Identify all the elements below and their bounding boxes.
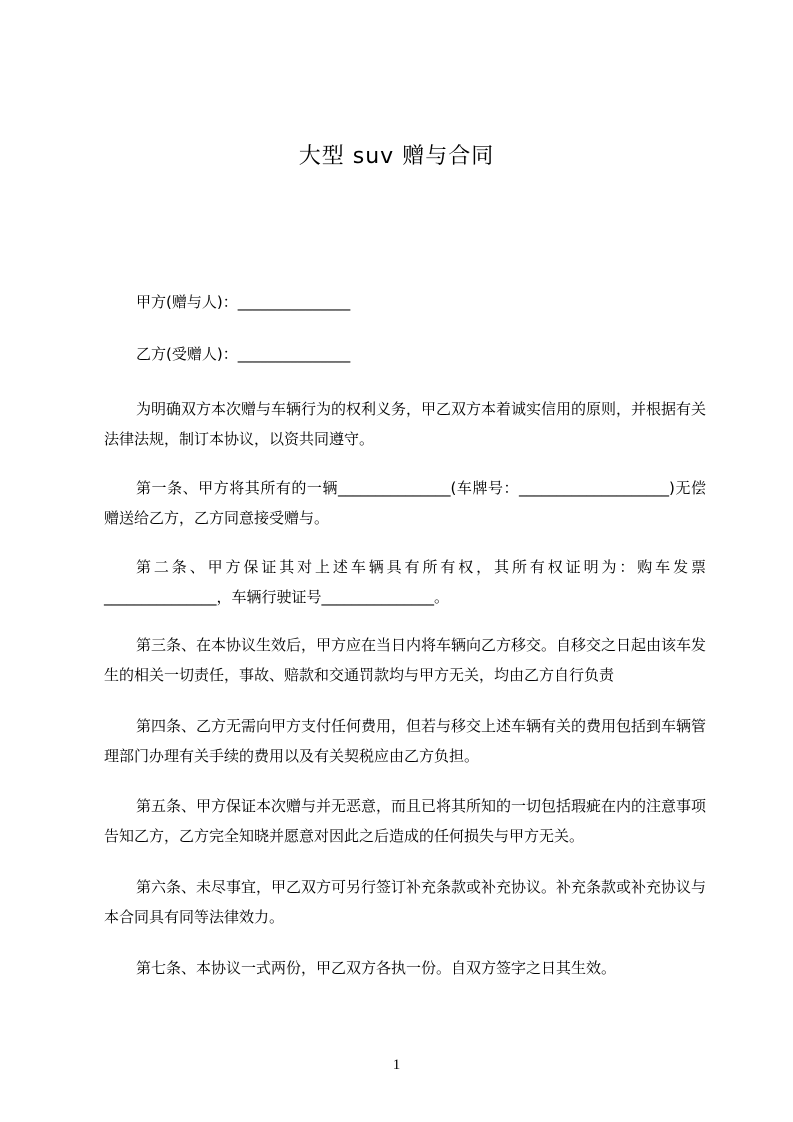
article-7: 第七条、本协议一式两份，甲乙双方各执一份。自双方签字之日其生效。: [136, 959, 617, 977]
party-b-line: 乙方(受赠人)：_______________: [136, 345, 351, 363]
document-title: 大型 suv 赠与合同: [298, 144, 495, 169]
article-4: 第四条、乙方无需向甲方支付任何费用，但若与移交上述车辆有关的费用包括到车辆管理部门办理有关手续的费用以及有关契税应由乙方负担。: [104, 717, 707, 765]
preamble-paragraph: 为明确双方本次赠与车辆行为的权利义务，甲乙双方本着诚实信用的原则，并根据有关法律法规，制订本协议，以资共同遵守。: [104, 400, 707, 448]
party-a-line: 甲方(赠与人)：_______________: [136, 293, 351, 311]
article-2: 第二条、甲方保证其对上述车辆具有所有权，其所有权证明为：购车发票_______________，车辆行驶证号_______________。: [104, 558, 706, 606]
article-3: 第三条、在本协议生效后，甲方应在当日内将车辆向乙方移交。自移交之日起由该车发生的相关一切责任，事故、赔款和交通罚款均与甲方无关，均由乙方自行负责: [104, 636, 707, 684]
page-number: 1: [392, 1057, 401, 1073]
article-5: 第五条、甲方保证本次赠与并无恶意，而且已将其所知的一切包括瑕疵在内的注意事项告知乙方，乙方完全知晓并愿意对因此之后造成的任何损失与甲方无关。: [104, 797, 707, 845]
article-6: 第六条、未尽事宜，甲乙双方可另行签订补充条款或补充协议。补充条款或补充协议与本合同具有同等法律效力。: [104, 878, 707, 926]
article-1: 第一条、甲方将其所有的一辆_______________(车牌号：____________________)无偿赠送给乙方，乙方同意接受赠与。: [104, 479, 706, 527]
